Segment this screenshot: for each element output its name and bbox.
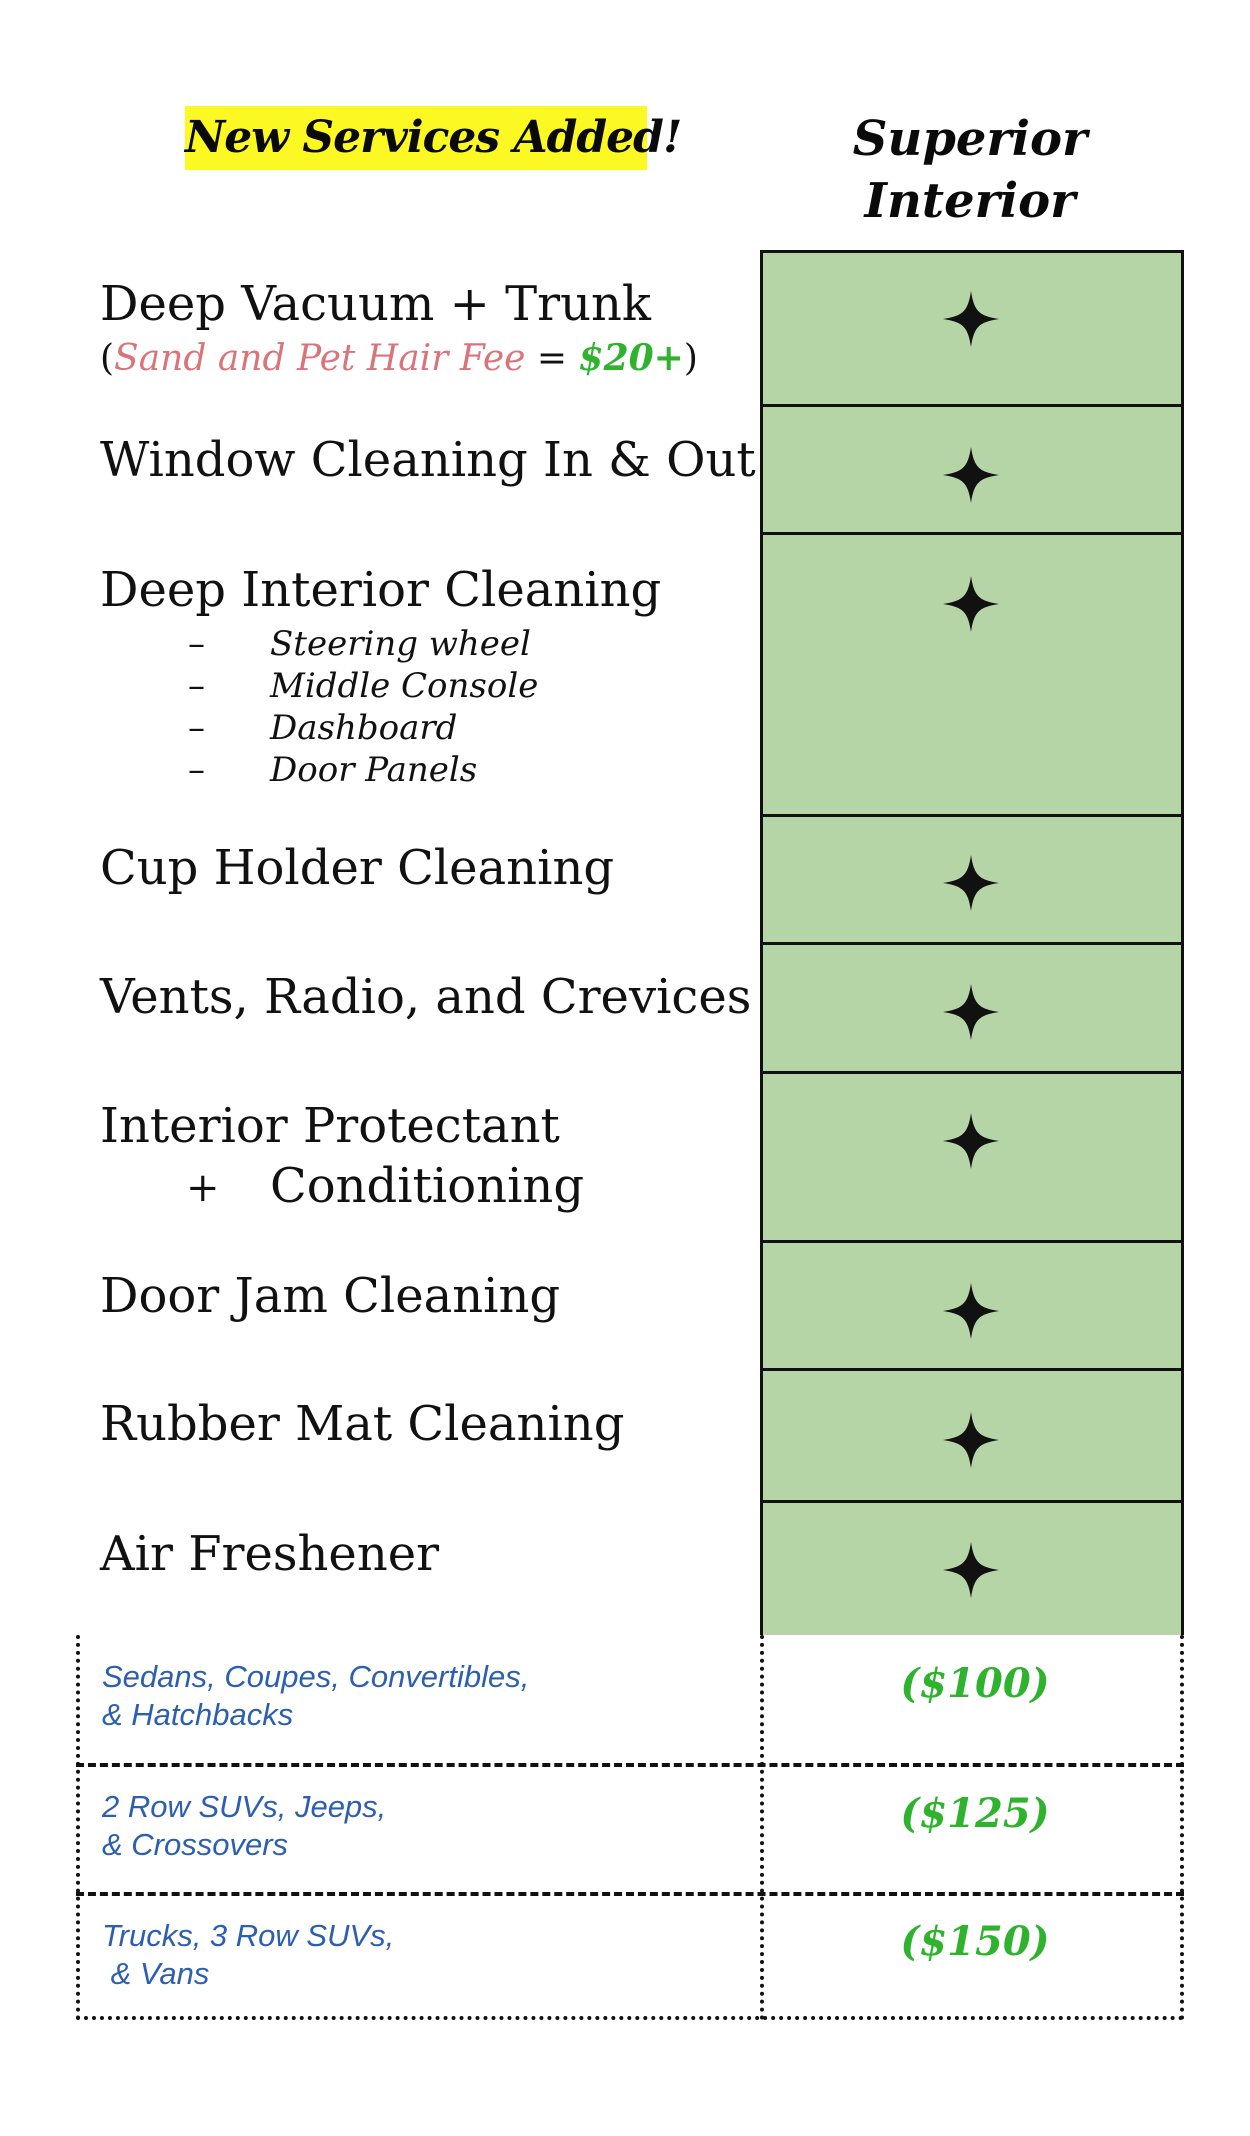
pricing-row-divider [76, 1763, 1184, 1767]
fee-amount: $20+ [578, 337, 684, 379]
vehicle-class-line2: & Vans [102, 1956, 210, 1991]
row-divider [760, 1240, 1184, 1243]
service-rubber-mat: Rubber Mat Cleaning [100, 1396, 625, 1452]
pricing-divider [760, 1635, 764, 2020]
row-divider [760, 404, 1184, 407]
vehicle-class-line1: Sedans, Coupes, Convertibles, [102, 1659, 530, 1694]
list-dash: – [188, 750, 205, 790]
row-divider [760, 814, 1184, 817]
star-icon [941, 1281, 1001, 1341]
row-divider [760, 942, 1184, 945]
vehicle-class-line1: Trucks, 3 Row SUVs, [102, 1918, 395, 1953]
vehicle-class-line1: 2 Row SUVs, Jeeps, [102, 1789, 387, 1824]
list-dash: – [188, 666, 205, 706]
pricing-row-divider [76, 1892, 1184, 1896]
column-title-line1: Superior [852, 111, 1088, 167]
vehicle-class-line2: & Crossovers [102, 1827, 289, 1862]
fee-equals: = [525, 338, 579, 379]
deep-interior-item: Dashboard [270, 708, 458, 748]
vehicle-class [102, 1788, 386, 1864]
vehicle-class [102, 1658, 529, 1734]
price-value: ($100) [900, 1660, 1050, 1707]
new-services-badge-text: New Services Added! [185, 112, 682, 163]
row-divider [760, 532, 1184, 535]
row-divider [760, 1071, 1184, 1074]
service-door-jam: Door Jam Cleaning [100, 1268, 561, 1324]
service-window-cleaning: Window Cleaning In & Out [100, 432, 756, 488]
fee-label: Sand and Pet Hair Fee [114, 338, 526, 379]
row-divider [760, 1368, 1184, 1371]
vehicle-class-line2: & Hatchbacks [102, 1697, 294, 1732]
deep-interior-item: Middle Console [270, 666, 539, 706]
star-icon [941, 574, 1001, 634]
sand-pet-hair-fee [100, 336, 698, 381]
star-icon [941, 1410, 1001, 1470]
star-icon [941, 853, 1001, 913]
price-value: ($150) [900, 1918, 1050, 1965]
list-dash: – [188, 624, 205, 664]
row-divider [760, 1500, 1184, 1503]
deep-interior-item: Door Panels [270, 750, 478, 790]
star-icon [941, 982, 1001, 1042]
list-dash: – [188, 708, 205, 748]
service-air-freshener: Air Freshener [100, 1526, 440, 1582]
price-value: ($125) [900, 1790, 1050, 1837]
service-deep-interior: Deep Interior Cleaning [100, 562, 662, 618]
star-icon [941, 445, 1001, 505]
service-vents-radio: Vents, Radio, and Crevices [100, 969, 752, 1025]
protectant-plus: + [186, 1165, 220, 1211]
service-deep-vacuum: Deep Vacuum + Trunk [100, 276, 651, 332]
service-interior-protectant: Interior Protectant [100, 1098, 560, 1154]
star-icon [941, 1540, 1001, 1600]
column-title-line2: Interior [864, 173, 1076, 229]
protectant-conditioning: Conditioning [270, 1158, 585, 1214]
fee-close-paren: ) [683, 338, 698, 379]
column-title [770, 108, 1170, 232]
star-icon [941, 289, 1001, 349]
vehicle-class [102, 1917, 394, 1993]
fee-open-paren: ( [100, 338, 115, 379]
star-icon [941, 1111, 1001, 1171]
service-cup-holder: Cup Holder Cleaning [100, 840, 615, 896]
deep-interior-item: Steering wheel [270, 624, 531, 664]
